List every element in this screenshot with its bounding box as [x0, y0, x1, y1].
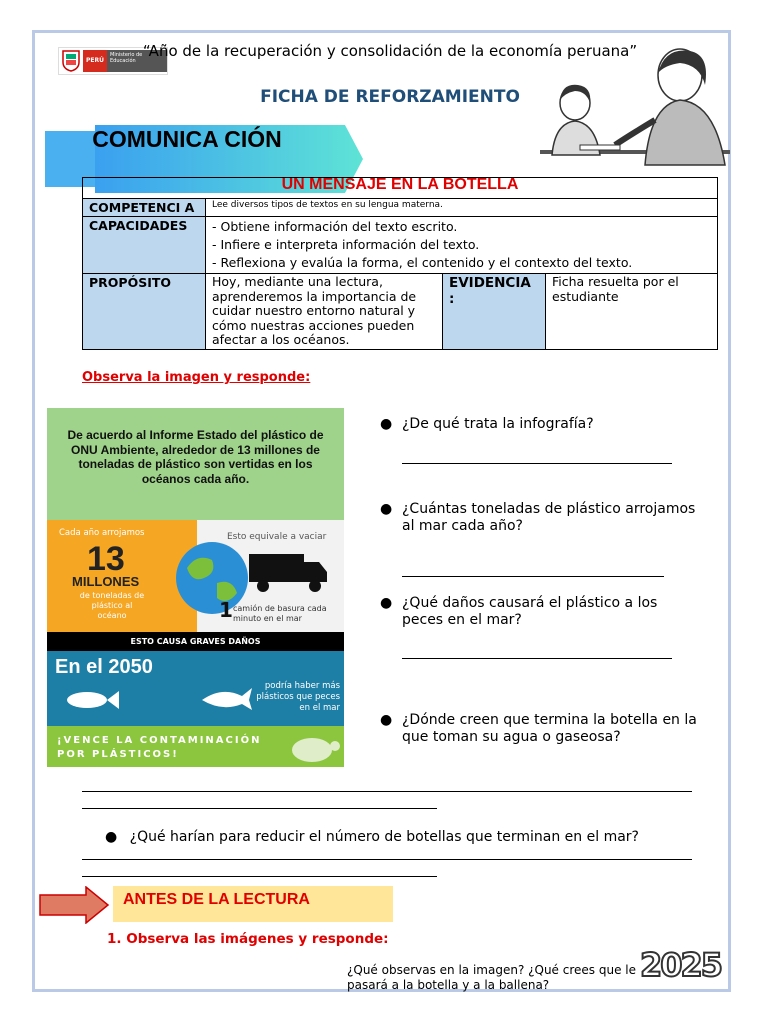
bottom-question: ¿Qué observas en la imagen? ¿Qué crees que le pasará a la botella y a la ballena? [347, 963, 636, 992]
question-text: ¿Dónde creen que termina la botella en la que toman su agua o gaseosa? [402, 712, 697, 745]
question-5 [105, 829, 639, 845]
logo-peru-label: PERÚ [83, 50, 107, 72]
answer-line-5b[interactable] [82, 876, 437, 877]
shark-icon [197, 678, 257, 718]
evidencia-label: EVIDENCIA : [443, 274, 546, 350]
fish-icon [57, 683, 157, 718]
ficha-title: FICHA DE REFORZAMIENTO [260, 87, 520, 107]
capacidades-value [206, 217, 718, 274]
info-table [82, 177, 718, 350]
question-text: ¿De qué trata la infografía? [402, 416, 594, 432]
infographic-header [47, 408, 344, 520]
answer-line-2[interactable] [402, 576, 664, 577]
danos-banner: ESTO CAUSA GRAVES DAÑOS [47, 632, 344, 651]
reading-title: UN MENSAJE EN LA BOTELLA [281, 176, 519, 193]
capacidad-item: - Infiere e interpreta información del texto. [212, 237, 480, 252]
competencia-label: COMPETENCI A [83, 199, 206, 217]
proposito-label: PROPÓSITO [83, 274, 206, 350]
answer-line-1[interactable] [402, 463, 672, 464]
bullet-icon: ● [380, 595, 393, 611]
antes-title: ANTES DE LA LECTURA [123, 891, 310, 908]
logo-ministry-label: Ministerio de Educación [107, 50, 167, 72]
infographic-headline: De acuerdo al Informe Estado del plástico de ONU Ambiente, alrededor de 13 millones de toneladas de plástico son vertidas en los océanos cada año. [67, 428, 324, 486]
step-1: 1. Observa las imágenes y responde: [107, 931, 389, 947]
millones-label: MILLONES [72, 574, 140, 589]
year-logo: 2025 [640, 946, 722, 984]
toneladas-label: de toneladas de plástico al océano [79, 591, 145, 620]
bullet-icon: ● [380, 501, 393, 517]
plastic-infographic [47, 408, 344, 767]
turtle-icon [282, 730, 342, 766]
capacidad-item: - Reflexiona y evalúa la forma, el contenido y el contexto del texto. [212, 255, 633, 270]
answer-line-3[interactable] [402, 658, 672, 659]
bullet-icon: ● [380, 416, 393, 432]
evidencia-value: Ficha resuelta por el estudiante [546, 274, 718, 350]
competencia-value: Lee diversos tipos de textos en su lengua materna. [206, 199, 718, 217]
garbage-truck-icon [247, 548, 332, 593]
year-title: “Año de la recuperación y consolidación de la economía peruana” [142, 42, 638, 60]
answer-line-4a[interactable] [82, 791, 692, 792]
equivale-label: Esto equivale a vaciar [227, 532, 327, 542]
teacher-student-illustration [540, 45, 730, 170]
vence-label: ¡VENCE LA CONTAMINACIÓN POR PLÁSTICOS! [57, 735, 262, 760]
camion-label: camión de basura cada minuto en el mar [233, 604, 327, 623]
question-text: ¿Qué harían para reducir el número de botellas que terminan en el mar? [129, 829, 639, 845]
question-text: ¿Cuántas toneladas de plástico arrojamos al mar cada año? [402, 501, 696, 534]
cada-ano-label: Cada año arrojamos [59, 528, 145, 538]
answer-line-5a[interactable] [82, 859, 692, 860]
capacidad-item: - Obtiene información del texto escrito. [212, 219, 458, 234]
bullet-icon: ● [105, 829, 118, 845]
bullet-icon: ● [380, 712, 393, 728]
red-arrow-icon [38, 886, 110, 924]
question-2 [380, 501, 700, 535]
area-title: COMUNICA CIÓN [92, 126, 282, 152]
question-3 [380, 595, 700, 629]
question-text: ¿Qué daños causará el plástico a los peces en el mar? [402, 595, 658, 628]
observa-instruction: Observa la imagen y responde: [82, 370, 311, 385]
en-2050-label: En el 2050 [55, 656, 153, 678]
question-4 [380, 712, 700, 746]
question-1 [380, 416, 700, 433]
thirteen-number: 13 [87, 540, 125, 578]
camion-number: 1 [219, 598, 233, 622]
capacidades-label: CAPACIDADES [83, 217, 206, 274]
answer-line-4b[interactable] [82, 808, 437, 809]
proposito-value: Hoy, mediante una lectura, aprenderemos la importancia de cuidar nuestro entorno natural y cómo nuestras acciones pueden afectar a los océanos. [206, 274, 443, 350]
peru-shield-icon [62, 50, 80, 72]
podria-label: podría haber más plásticos que peces en el mar [256, 681, 340, 713]
